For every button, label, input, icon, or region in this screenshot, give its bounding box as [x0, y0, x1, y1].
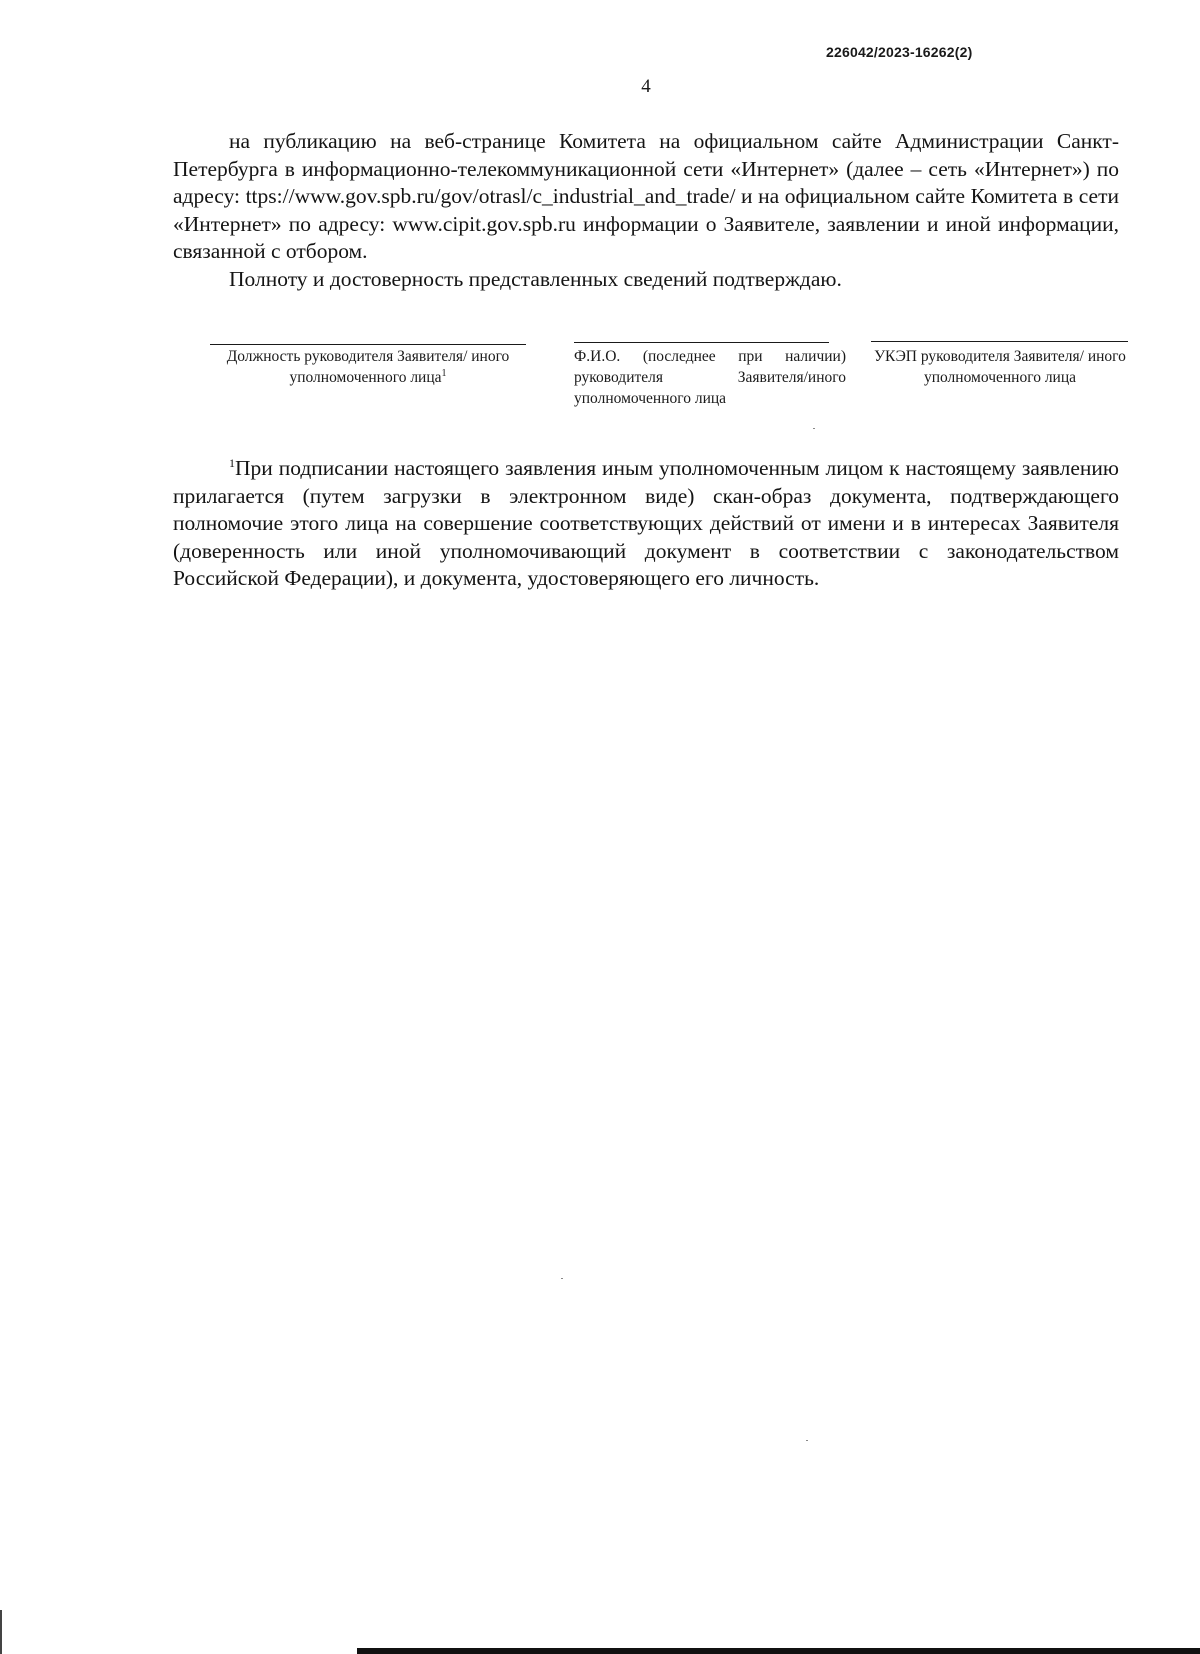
page-number: 4 — [641, 76, 651, 97]
position-footnote-mark: 1 — [441, 367, 447, 379]
signature-caption: УКЭП руководителя Заявителя/ иного уполномоченного лица — [874, 348, 1126, 386]
position-signature-line — [210, 344, 526, 345]
ukep-signature-line — [871, 341, 1128, 342]
name-caption: Ф.И.О. (последнее при наличии) руководителя Заявителя/иного уполномоченного лица — [574, 348, 846, 407]
scan-left-edge — [0, 1610, 2, 1654]
scan-speck — [561, 1278, 563, 1279]
scan-speck — [813, 428, 815, 429]
consent-paragraph: на публикацию на веб-странице Комитета на официальном сайте Администрации Санкт-Петербурга в информационно-телекоммуникационной сети «Интернет» (далее – сеть «Интернет») по адресу: ttps://www.gov.spb.ru/gov/otrasl/c_industrial_and_trade/ и на официальном сайте Комитета в сети «Интернет» по адресу: www.cipit.gov.spb.ru информации о Заявителе, заявлении и иной информации, связанной с отбором. — [173, 129, 1119, 263]
scan-speck — [806, 1440, 808, 1441]
footnote-section — [173, 455, 1119, 593]
document-registration-number: 226042/2023-16262(2) — [826, 44, 973, 60]
position-caption-text: Должность руководителя Заявителя/ иного уполномоченного лица — [226, 348, 510, 386]
scan-bottom-edge — [357, 1648, 1200, 1654]
footnote-paragraph — [173, 455, 1119, 593]
footnote-text: При подписании настоящего заявления иным уполномоченным лицом к настоящему заявлению прилагается (путем загрузки в электронном виде) скан-образ документа, подтверждающего полномочие этого лица на совершение соответствующих действий от имени и в интересах Заявителя (доверенность или иной уполномочивающий документ в соответствии с законодательством Российской Федерации), и документа, удостоверяющего его личность. — [173, 456, 1119, 590]
confirmation-paragraph: Полноту и достоверность представленных сведений подтверждаю. — [229, 266, 842, 291]
name-signature-line — [574, 342, 829, 343]
consent-section — [173, 128, 1119, 293]
position-caption — [210, 346, 526, 388]
footnote-mark: 1 — [229, 455, 235, 470]
